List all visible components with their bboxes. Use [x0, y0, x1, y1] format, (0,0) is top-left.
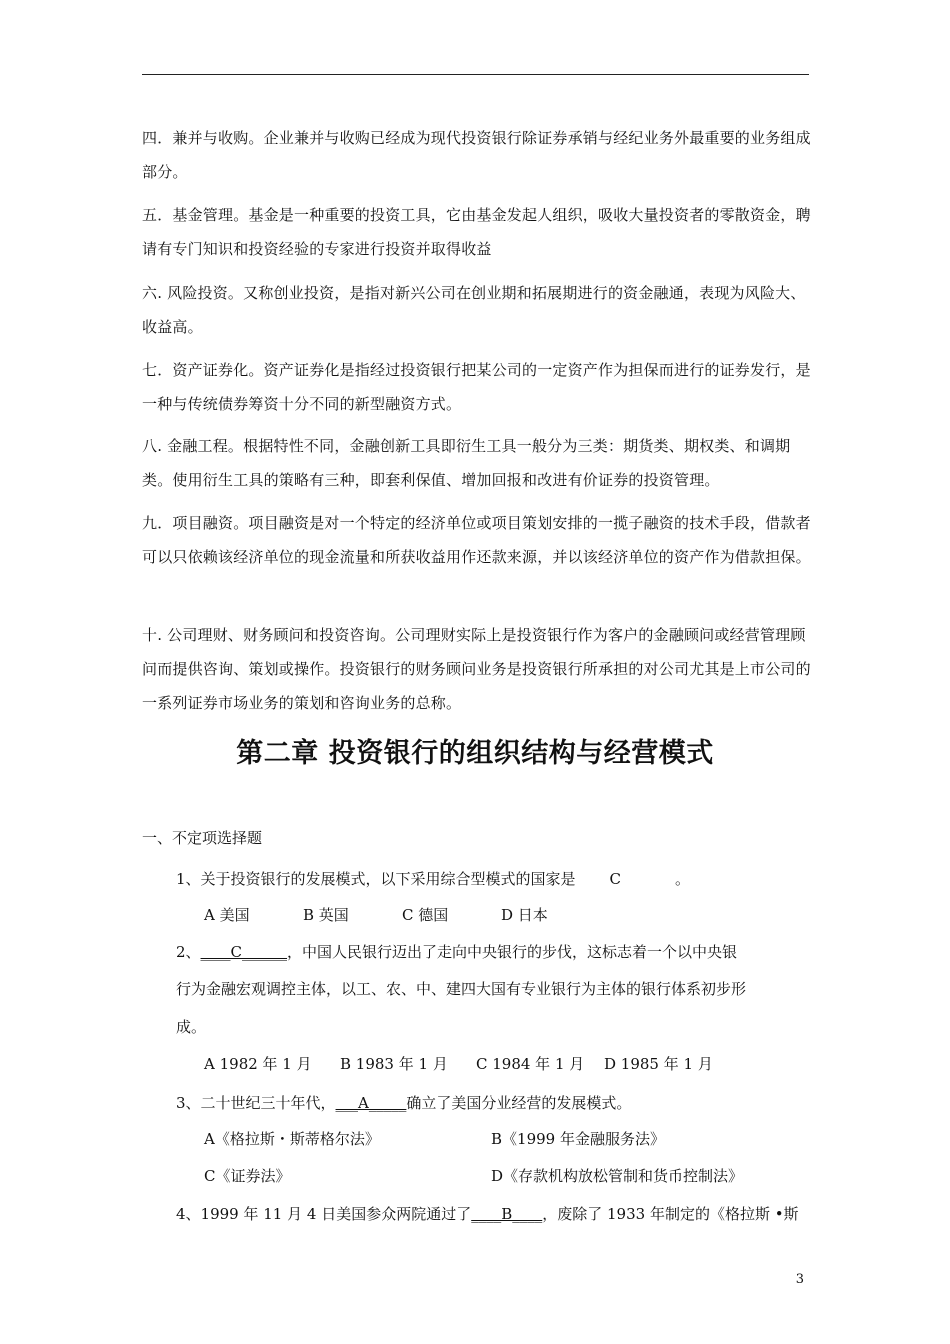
q2-option-a: A 1982 年 1 月 [204, 1055, 312, 1073]
paragraph-financial-engineering: 八. 金融工程。根据特性不同，金融创新工具即衍生工具一般分为三类：期货类、期权类、和调期类。使用衍生工具的策略有三种，即套利保值、增加回报和改进有价证券的投资管理。 [142, 437, 791, 489]
q1-option-c: C 德国 [402, 906, 449, 924]
q2-option-b: B 1983 年 1 月 [340, 1055, 448, 1073]
paragraph-corporate-finance: 十. 公司理财、财务顾问和投资咨询。公司理财实际上是投资银行作为客户的金融顾问或经营管理顾问而提供咨询、策划或操作。投资银行的财务顾问业务是投资银行所承担的对公司尤其是上市公司的一系列证券市场业务的策划和咨询业务的总称。 [142, 626, 811, 712]
question-1-end: 。 [675, 870, 691, 888]
paragraph-securitization: 七．资产证券化。资产证券化是指经过投资银行把某公司的一定资产作为担保而进行的证券发行，是一种与传统债券筹资十分不同的新型融资方式。 [142, 361, 811, 413]
question-1 [176, 864, 690, 894]
chapter-title [0, 732, 950, 776]
question-2-line-2: 行为金融宏观调控主体，以工、农、中、建四大国有专业银行为主体的银行体系初步形 [176, 980, 747, 998]
question-4-answer-blank: ____B____ [471, 1205, 543, 1223]
paragraph-venture: 六. 风险投资。又称创业投资，是指对新兴公司在创业期和拓展期进行的资金融通，表现为风险大、收益高。 [142, 284, 806, 336]
question-2-number: 2、 [176, 943, 201, 961]
question-2-text-1: ，中国人民银行迈出了走向中央银行的步伐，这标志着一个以中央银 [287, 943, 738, 961]
question-1-text: 1、关于投资银行的发展模式，以下采用综合型模式的国家是 [176, 870, 576, 888]
question-4-text-1: 4、1999 年 11 月 4 日美国参众两院通过了 [176, 1205, 472, 1223]
question-2-line-1 [176, 937, 737, 967]
question-3-text-1: 3、二十世纪三十年代， [176, 1094, 336, 1112]
question-3 [176, 1088, 631, 1118]
paragraph-fund: 五．基金管理。基金是一种重要的投资工具，它由基金发起人组织，吸收大量投资者的零散资金，聘请有专门知识和投资经验的专家进行投资并取得收益 [142, 206, 811, 258]
q2-option-d: D 1985 年 1 月 [604, 1055, 713, 1073]
question-4-text-2: ，废除了 1933 年制定的《格拉斯 •斯 [542, 1205, 799, 1223]
chapter-number: 第二章 [236, 738, 319, 769]
q1-option-a: A 美国 [204, 906, 250, 924]
q1-option-d: D 日本 [501, 906, 548, 924]
question-3-text-2: 确立了美国分业经营的发展模式。 [406, 1094, 632, 1112]
question-3-answer-blank: ___A_____ [335, 1094, 407, 1112]
header-rule [142, 74, 809, 75]
question-2-line-3: 成。 [176, 1018, 207, 1036]
question-4 [176, 1199, 799, 1229]
q3-option-b: B《1999 年金融服务法》 [491, 1130, 665, 1148]
page-number: 3 [795, 1272, 804, 1287]
q1-option-b: B 英国 [303, 906, 349, 924]
question-1-answer: C [609, 870, 622, 888]
question-2-answer-blank: ____C______ [200, 943, 288, 961]
paragraph-merger: 四．兼并与收购。企业兼并与收购已经成为现代投资银行除证券承销与经纪业务外最重要的业务组成部分。 [142, 129, 811, 181]
chapter-name: 投资银行的组织结构与经营模式 [328, 738, 714, 769]
q3-option-c: C《证券法》 [204, 1167, 291, 1185]
paragraph-project-finance: 九．项目融资。项目融资是对一个特定的经济单位或项目策划安排的一揽子融资的技术手段，借款者可以只依赖该经济单位的现金流量和所获收益用作还款来源，并以该经济单位的资产作为借款担保。 [142, 514, 811, 566]
section-heading: 一、不定项选择题 [142, 829, 263, 847]
q3-option-d: D《存款机构放松管制和货币控制法》 [491, 1167, 744, 1185]
q2-option-c: C 1984 年 1 月 [476, 1055, 585, 1073]
q3-option-a: A《格拉斯・斯蒂格尔法》 [204, 1130, 380, 1148]
